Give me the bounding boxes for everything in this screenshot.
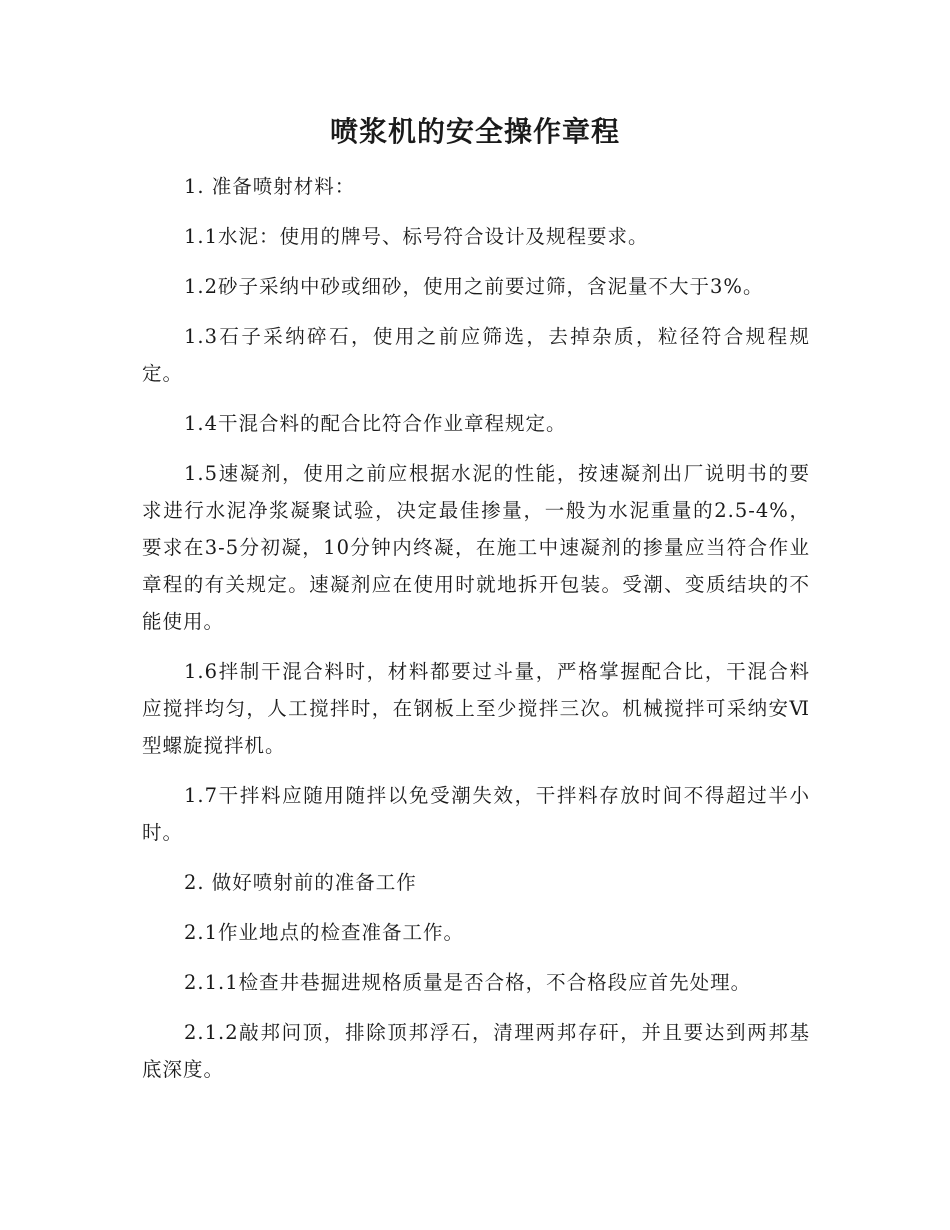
paragraph: 1.3石子采纳碎石，使用之前应筛选，去掉杂质，粒径符合规程规定。 (142, 325, 810, 385)
paragraph: 1.7干拌料应随用随拌以免受潮失效，干拌料存放时间不得超过半小时。 (142, 784, 810, 844)
paragraph: 1.1水泥：使用的牌号、标号符合设计及规程要求。 (184, 225, 649, 248)
paragraph: 2. 做好喷射前的准备工作 (184, 871, 417, 894)
document-body (142, 168, 810, 1101)
paragraph: 1. 准备喷射材料： (184, 175, 356, 198)
paragraph: 2.1.2敲邦问顶，排除顶邦浮石，清理两邦存矸，并且要达到两邦基底深度。 (142, 1021, 810, 1081)
paragraph: 1.5速凝剂，使用之前应根据水泥的性能，按速凝剂出厂说明书的要求进行水泥净浆凝聚试验，决定最佳掺量，一般为水泥重量的2.5-4%，要求在3-5分初凝，10分钟内终凝，在施工中速凝剂的掺量应当符合作业章程的有关规定。速凝剂应在使用时就地拆开包装。受潮、变质结块的不能使用。 (142, 462, 810, 633)
paragraph: 1.6拌制干混合料时，材料都要过斗量，严格掌握配合比，干混合料应搅拌均匀，人工搅拌时，在钢板上至少搅拌三次。机械搅拌可采纳安Ⅵ型螺旋搅拌机。 (142, 660, 810, 757)
document-title: 喷浆机的安全操作章程 (329, 115, 620, 148)
paragraph: 1.4干混合料的配合比符合作业章程规定。 (184, 412, 567, 435)
paragraph: 2.1.1检查井巷掘进规格质量是否合格，不合格段应首先处理。 (184, 971, 752, 994)
paragraph: 2.1作业地点的检查准备工作。 (184, 921, 465, 944)
paragraph: 1.2砂子采纳中砂或细砂，使用之前要过筛，含泥量不大于3%。 (184, 275, 764, 298)
